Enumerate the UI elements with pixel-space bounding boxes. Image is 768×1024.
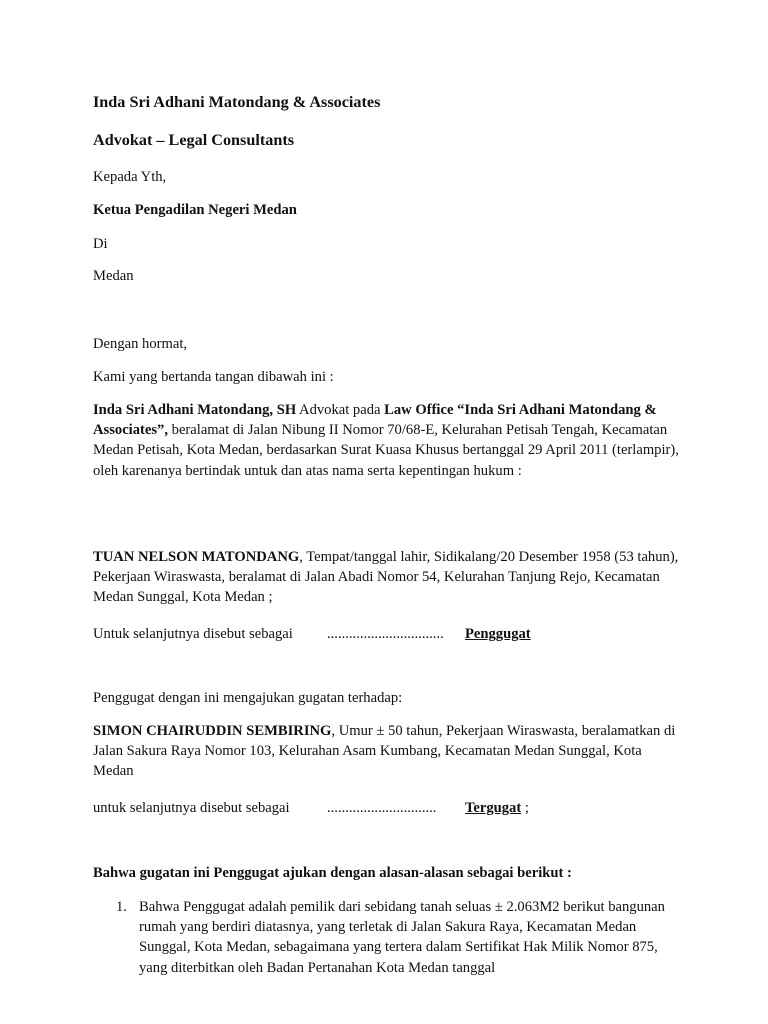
defendant-designation-dots: .............................. (327, 800, 437, 816)
defendant-details: , Umur ± 50 tahun, Pekerjaan Wiraswasta, beralamatkan di Jalan Sakura Raya Nomor 103, Kelurahan Asam Kumbang, Kecamatan Medan Sunggal, Kota Medan (93, 723, 676, 780)
claim-intro: Penggugat dengan ini mengajukan gugatan terhadap: (93, 690, 403, 706)
defendant-paragraph (93, 721, 685, 782)
plaintiff-designation-dots: ................................ (327, 626, 444, 642)
plaintiff-details: , Tempat/tanggal lahir, Sidikalang/20 Desember 1958 (53 tahun), Pekerjaan Wiraswasta, beralamat di Jalan Abadi Nomor 54, Kelurahan Tanjung Rejo, Kecamatan Medan Sunggal, Kota Medan ; (93, 549, 679, 606)
firm-name: Inda Sri Adhani Matondang & Associates (93, 93, 381, 111)
advocate-name: Inda Sri Adhani Matondang, SH (93, 402, 297, 418)
greeting-to: Kepada Yth, (93, 169, 167, 185)
defendant-designation-label: untuk selanjutnya disebut sebagai (93, 800, 290, 816)
list-item-number: 1. (116, 899, 127, 915)
list-item-text: Bahwa Penggugat adalah pemilik dari sebidang tanah seluas ± 2.063M2 berikut bangunan rumah yang berdiri diatasnya, yang terletak di Jalan Sakura Raya, Kecamatan Medan Sunggal, Kota Medan, sebagaimana yang tertera dalam Sertifikat Hak Milik Nomor 875, yang diterbitkan oleh Badan Pertanahan Kota Medan tanggal (139, 899, 665, 976)
advocate-paragraph (93, 400, 685, 481)
defendant-term-end: ; (521, 800, 529, 816)
advocate-text-1: Advokat pada (296, 402, 385, 418)
law-office-name: Law Office “Inda Sri Adhani Matondang & Associates”, (93, 402, 657, 439)
plaintiff-paragraph (93, 547, 685, 608)
reasons-heading: Bahwa gugatan ini Penggugat ajukan dengan alasan-alasan sebagai berikut : (93, 865, 572, 881)
recipient-di: Di (93, 236, 108, 252)
intro-statement: Kami yang bertanda tangan dibawah ini : (93, 369, 334, 385)
defendant-term-group (465, 798, 529, 818)
plaintiff-name: TUAN NELSON MATONDANG (93, 549, 300, 565)
plaintiff-term: Penggugat (465, 626, 531, 642)
advocate-text-2: beralamat di Jalan Nibung II Nomor 70/68-E, Kelurahan Petisah Tengah, Kecamatan Medan Petisah, Kota Medan, berdasarkan Surat Kuasa Khusus bertanggal 29 April 2011 (terlampir), oleh karenanya bertindak untuk dan atas nama serta kepentingan hukum : (93, 422, 679, 479)
recipient: Ketua Pengadilan Negeri Medan (93, 202, 297, 218)
plaintiff-designation-label: Untuk selanjutnya disebut sebagai (93, 626, 293, 642)
defendant-term: Tergugat (465, 800, 522, 816)
defendant-name: SIMON CHAIRUDDIN SEMBIRING (93, 723, 332, 739)
recipient-city: Medan (93, 268, 134, 284)
defendant-designation (93, 798, 685, 818)
salutation: Dengan hormat, (93, 336, 188, 352)
plaintiff-designation (93, 624, 685, 644)
firm-tagline: Advokat – Legal Consultants (93, 131, 295, 149)
